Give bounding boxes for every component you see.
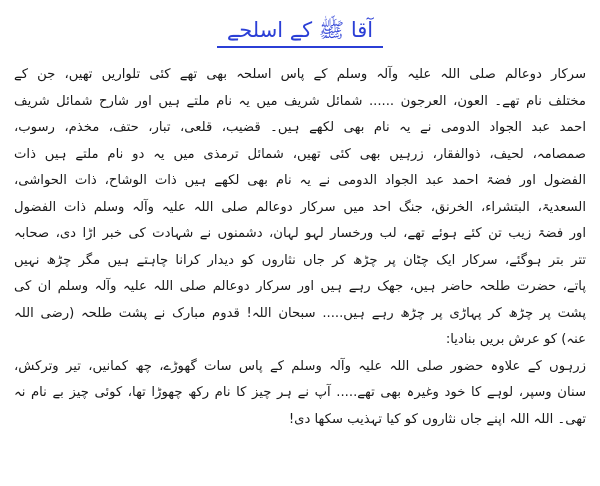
text-line: زرہوں کے علاوہ حضور صلی اللہ علیہ وآلہ وسلم کے پاس سات گھوڑے، چھ کمانیں، تیر وترکش،	[14, 358, 586, 374]
text-line: الفضول اور فضۃ احمد عبد الجواد الدومی نے یہ نام بھی لکھے ہیں ذات الوشاح، ذات الحواشی،	[14, 173, 586, 188]
text-line: مختلف نام تھے۔ العون، العرجون ...... شمائل شریف میں یہ نام ملتے ہیں اور شارح شمائل شریف	[14, 93, 586, 109]
text-line: تھی۔ اللہ اللہ اپنے جاں نثاروں کو کیا تہذیب سکھا دی!	[288, 411, 586, 427]
text-line: پشت پر چڑھ کر پہاڑی پر چڑھ رہے ہیں..... سبحان اللہ! قدوم مبارک نے پشت طلحہ (رضی اللہ	[14, 305, 586, 321]
body-text	[14, 62, 586, 433]
text-line: احمد عبد الجواد الدومی نے یہ نام بھی لکھے ہیں۔ قضیب، قلعی، تبار، حتف، مخذم، رسوب،	[14, 120, 586, 135]
text-line: السعدیۃ، البتشراء، الخرنق، جنگ احد میں سرکار دوعالم صلی اللہ علیہ وآلہ وسلم ذات الفضول	[14, 199, 586, 215]
title-area	[14, 0, 586, 62]
text-line: عنہ) کو عرش بریں بنادیا:	[445, 332, 586, 347]
text-line: تتر بتر ہوگئے، سرکار ایک چٹان پر چڑھ کر جاں نثاروں کو دیدار کرانا چاہتے ہیں مگر چڑھ نہیں	[14, 252, 586, 268]
text-line: سرکار دوعالم صلی اللہ علیہ وآلہ وسلم کے پاس اسلحہ بھی تھے کئی تلواریں تھیں، جن کے	[14, 67, 586, 82]
text-line: سنان وسپر، لوہے کا خود وغیرہ بھی تھے..... آپ نے ہر چیز کا نام رکھ چھوڑا تھا، کوئی چیز بے نام نہ	[14, 385, 586, 400]
text-line: پاتے، حضرت طلحہ حاضر ہیں، جھک رہے ہیں اور سرکار دوعالم صلی اللہ علیہ وآلہ وسلم ان کی	[14, 279, 586, 294]
text-line: اور فضۃ زیب تن کئے ہوئے تھے، لب ورخسار لہو لہان، دشمنوں نے شہادت کی خبر اڑا دی، صحابہ	[14, 226, 586, 241]
page-title: آقا ﷺ کے اسلحے	[217, 16, 383, 48]
text-line: صمصامہ، لحیف، ذوالفقار، زرہیں بھی کئی تھیں، شمائل ترمذی میں یہ دو نام ملتے ہیں ذات	[14, 146, 586, 162]
